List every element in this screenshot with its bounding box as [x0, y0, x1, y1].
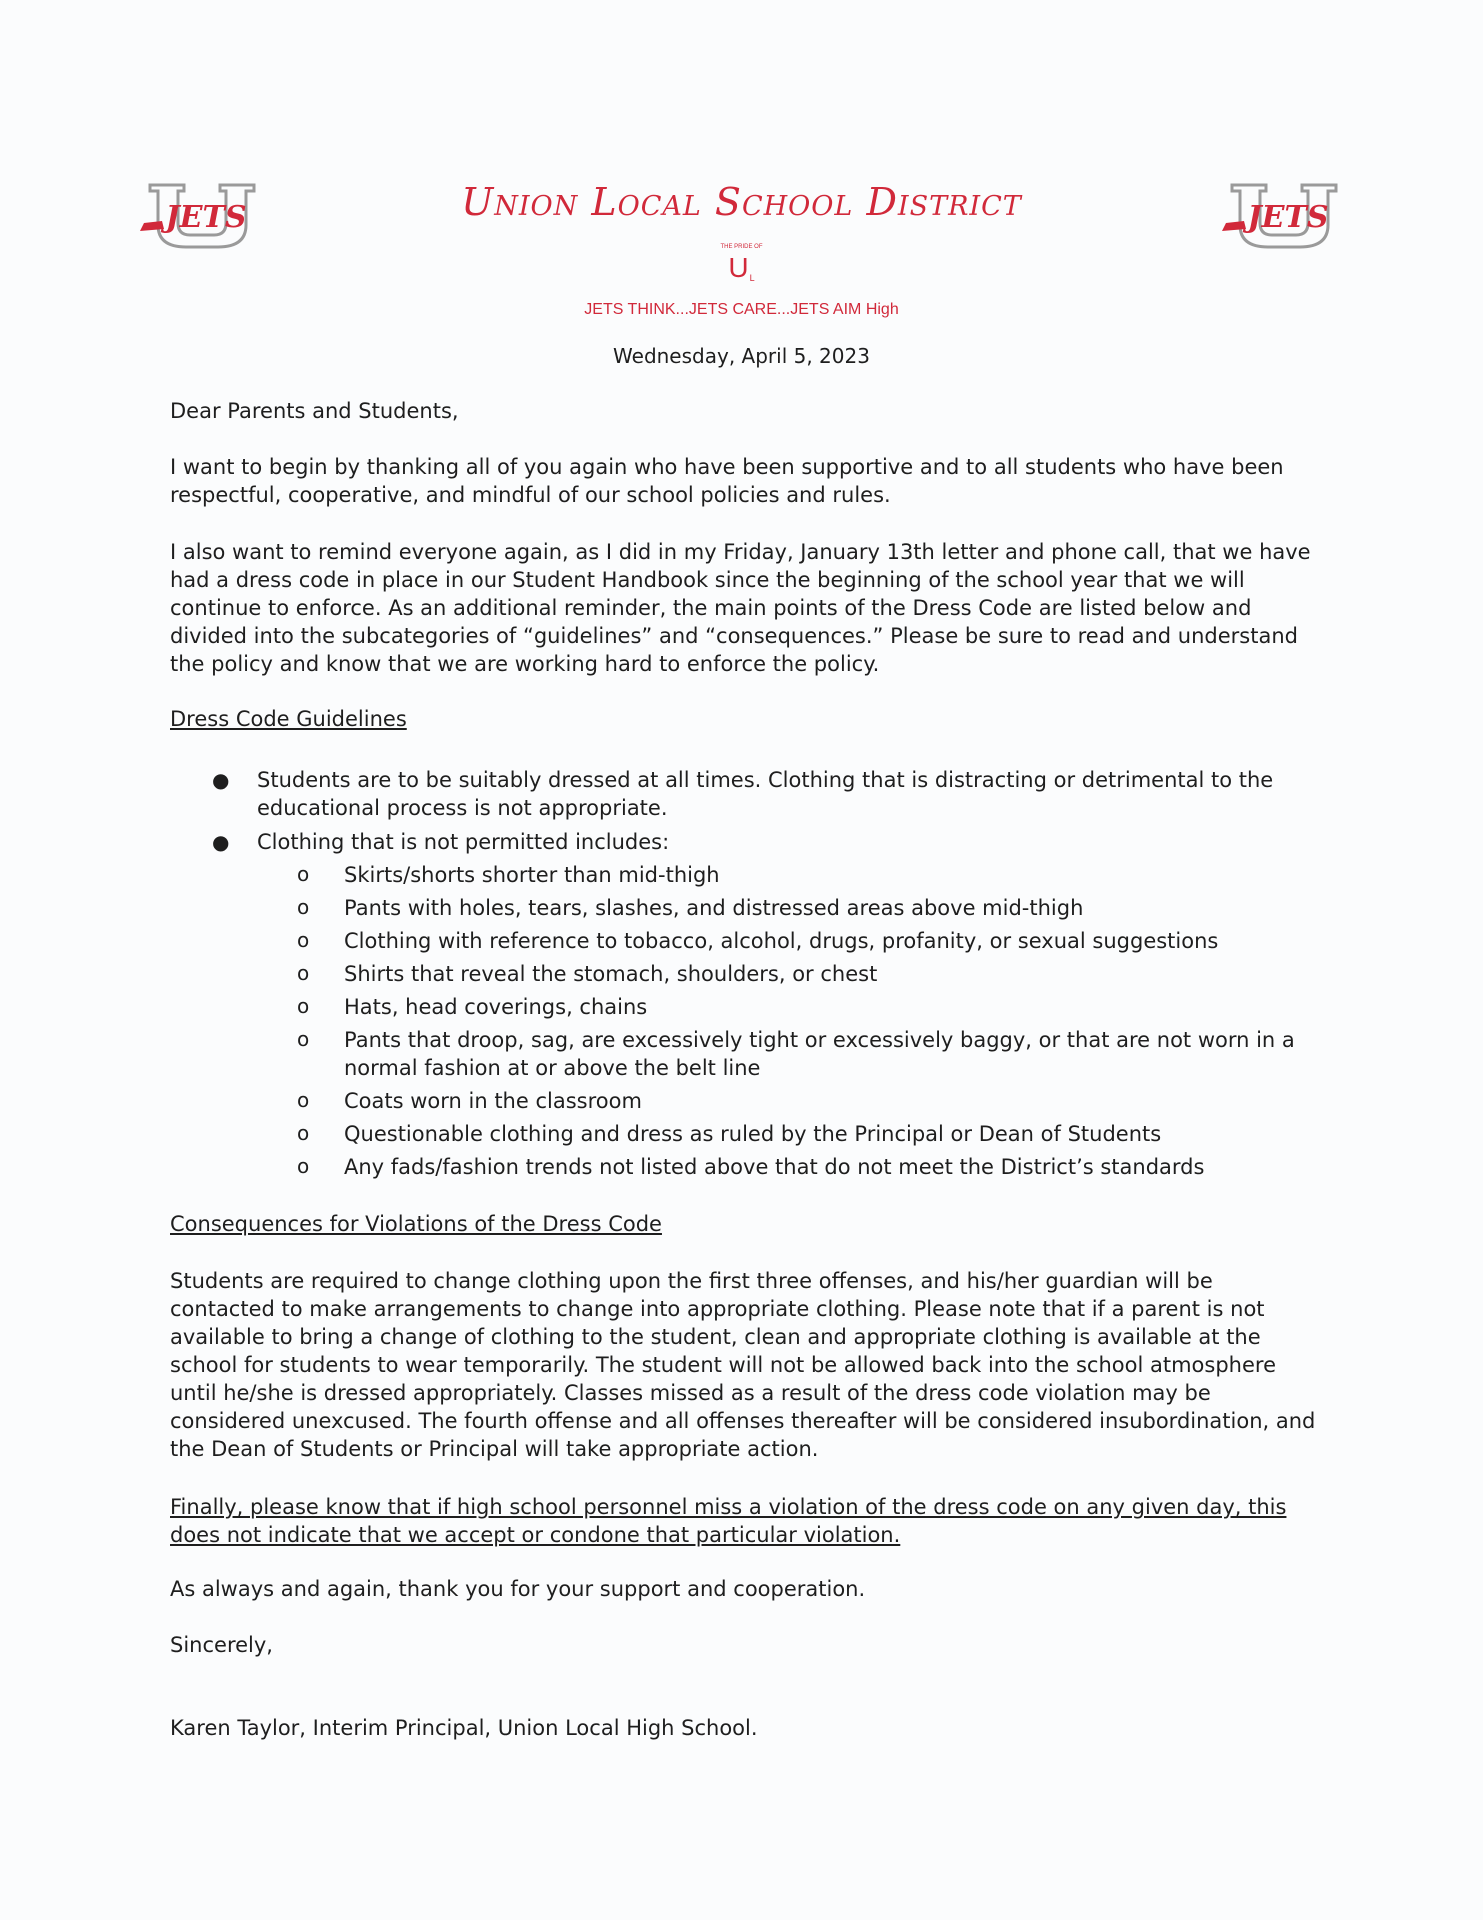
sub-bullet-marker: o — [297, 862, 310, 886]
list-item: Clothing with reference to tobacco, alcohol, drugs, profanity, or sexual suggestions — [344, 929, 1219, 953]
paragraph-notice: Finally, please know that if high school personnel miss a violation of the dress code on any given day, this does not indicate that we accept or condone that particular violation. — [170, 1495, 1287, 1547]
signature: Karen Taylor, Interim Principal, Union Local High School. — [170, 1716, 758, 1740]
list-item: Pants with holes, tears, slashes, and distressed areas above mid-thigh — [344, 896, 1084, 920]
paragraph-thanks: I want to begin by thanking all of you again who have been supportive and to all students who have been respectful, cooperative, and mindful of our school policies and rules. — [170, 455, 1284, 507]
sub-bullet-marker: o — [297, 1027, 310, 1051]
district-name: Union Local School District — [461, 180, 1022, 224]
letter-date: Wednesday, April 5, 2023 — [613, 344, 870, 368]
paragraph-thanks-closing: As always and again, thank you for your support and cooperation. — [170, 1577, 866, 1601]
list-item: Shirts that reveal the stomach, shoulders, or chest — [344, 962, 878, 986]
l-letter: L — [749, 273, 755, 283]
ul-mark — [0, 252, 1483, 284]
list-item: Skirts/shorts shorter than mid-thigh — [344, 863, 720, 887]
paragraph-reminder: I also want to remind everyone again, as I did in my Friday, January 13th letter and phone call, that we have had a dress code in place in our Student Handbook since the beginning of the school year that we will continue to enforce. As an additional reminder, the main points of the Dress Code are listed below and divided into the subcategories of “guidelines” and “consequences.” Please be sure to read and understand the policy and know that we are working hard to enforce the policy. — [170, 540, 1311, 676]
sub-bullet-marker: o — [297, 1088, 310, 1112]
guidelines-heading: Dress Code Guidelines — [170, 707, 407, 731]
list-item: Pants that droop, sag, are excessively tight or excessively baggy, or that are not worn in a normal fashion at or above the belt line — [344, 1028, 1295, 1080]
sub-bullet-marker: o — [297, 961, 310, 985]
sub-bullet-marker: o — [297, 1154, 310, 1178]
pride-small-text: THE PRIDE OF — [720, 244, 763, 250]
bullet-marker: ● — [212, 768, 230, 792]
list-item: Students are to be suitably dressed at all times. Clothing that is distracting or detrimental to the educational process is not appropriate. — [257, 768, 1274, 820]
closing: Sincerely, — [170, 1633, 273, 1657]
sub-bullet-marker: o — [297, 1121, 310, 1145]
sub-bullet-marker: o — [297, 994, 310, 1018]
list-item: Questionable clothing and dress as ruled by the Principal or Dean of Students — [344, 1122, 1162, 1146]
svg-text:JETS: JETS — [165, 200, 247, 235]
paragraph-consequences: Students are required to change clothing upon the first three offenses, and his/her guardian will be contacted to make arrangements to change into appropriate clothing. Please note that if a parent is not available to bring a change of clothing to the student, clean and appropriate clothing is available at the school for students to wear temporarily. The student will not be allowed back into the school atmosphere until he/she is dressed appropriately. Classes missed as a result of the dress code violation may be considered unexcused. The fourth offense and all offenses thereafter will be considered insubordination, and the Dean of Students or Principal will take appropriate action. — [170, 1269, 1316, 1461]
u-letter: U — [728, 252, 749, 283]
list-item: Coats worn in the classroom — [344, 1089, 642, 1113]
greeting: Dear Parents and Students, — [170, 399, 459, 423]
list-item: Hats, head coverings, chains — [344, 995, 648, 1019]
sub-bullet-marker: o — [297, 928, 310, 952]
list-item: Clothing that is not permitted includes: — [257, 830, 670, 854]
bullet-marker: ● — [212, 830, 230, 854]
district-motto: JETS THINK...JETS CARE...JETS AIM High — [584, 301, 899, 318]
svg-text:JETS: JETS — [1247, 200, 1329, 235]
list-item: Any fads/fashion trends not listed above that do not meet the District’s standards — [344, 1155, 1205, 1179]
sub-bullet-marker: o — [297, 895, 310, 919]
consequences-heading: Consequences for Violations of the Dress Code — [170, 1212, 662, 1236]
